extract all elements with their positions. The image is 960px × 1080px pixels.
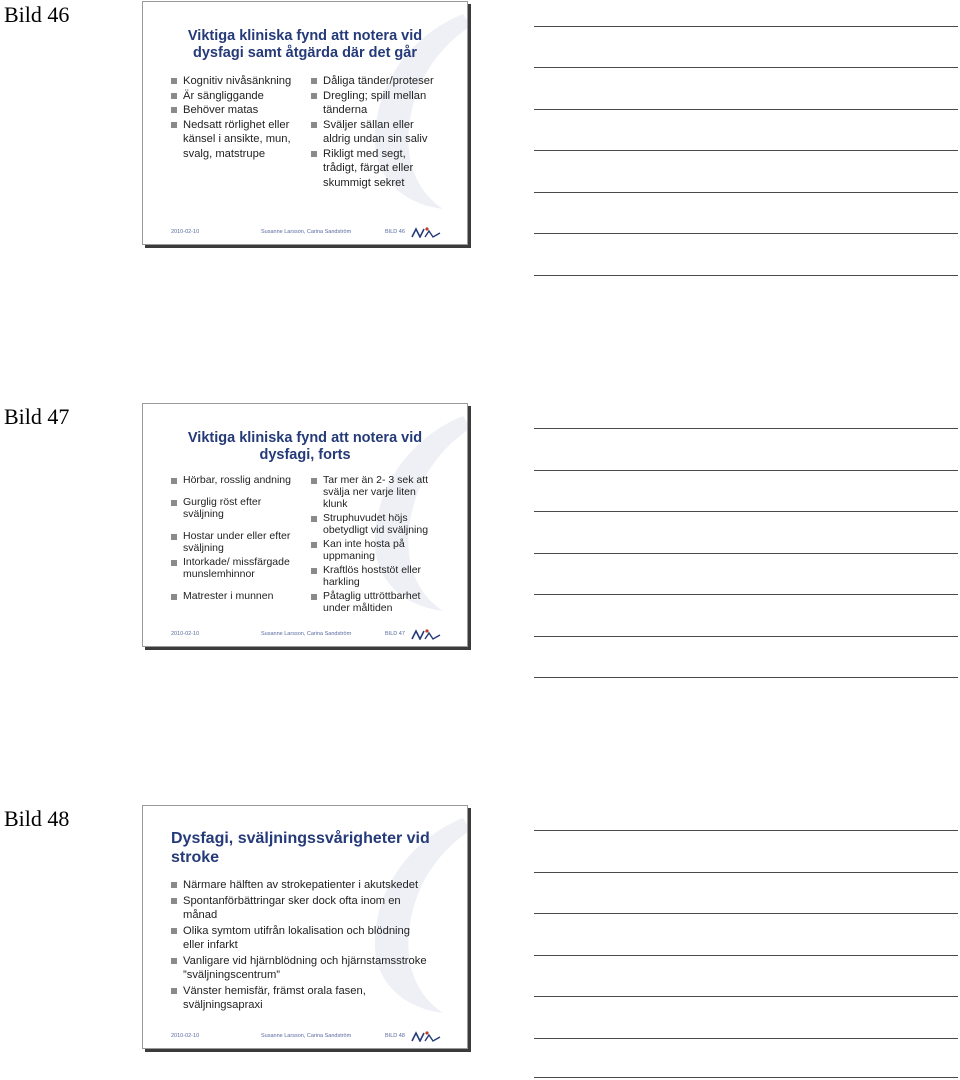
list-item: Dåliga tänder/proteser: [311, 74, 461, 89]
square-bullet-icon: [171, 93, 177, 99]
note-line: [534, 913, 958, 914]
note-line: [534, 67, 958, 68]
slide-46: [142, 1, 468, 245]
list-item: Spontanförbättringar sker dock ofta inom en månad: [171, 894, 461, 922]
list-item: Kan inte hosta på uppmaning: [311, 538, 461, 562]
slide-label-47: Bild 47: [4, 404, 70, 429]
content-list: [171, 878, 461, 1012]
note-line: [534, 109, 958, 110]
list-item: Matrester i munnen: [171, 590, 311, 602]
square-bullet-icon: [311, 542, 317, 548]
logo-icon: [411, 226, 441, 238]
note-line: [534, 955, 958, 956]
right-column: [311, 74, 461, 190]
note-line: [534, 275, 958, 276]
list-item: Sväljer sällan eller aldrig undan sin saliv: [311, 118, 461, 147]
list-item: Påtaglig uttröttbarhet under måltiden: [311, 590, 461, 614]
footer-date: 2010-02-10: [171, 631, 200, 637]
list-item: Struphuvudet höjs obetydligt vid sväljning: [311, 512, 461, 536]
square-bullet-icon: [311, 151, 317, 157]
list-item: Är sängliggande: [171, 89, 306, 104]
footer-slide-number: BILD 48: [385, 1033, 405, 1039]
square-bullet-icon: [171, 107, 177, 113]
square-bullet-icon: [311, 516, 317, 522]
list-item: Vanligare vid hjärnblödning och hjärnstamsstroke ”sväljningscentrum”: [171, 954, 461, 982]
left-column: [171, 74, 306, 161]
footer-date: 2010-02-10: [171, 1033, 200, 1039]
list-item: Behöver matas: [171, 103, 306, 118]
square-bullet-icon: [171, 500, 177, 506]
footer-slide-number: BILD 47: [385, 631, 405, 637]
note-line: [534, 872, 958, 873]
list-item: Gurglig röst efter sväljning: [171, 496, 311, 520]
note-line: [534, 996, 958, 997]
left-column: [171, 474, 311, 602]
note-line: [534, 594, 958, 595]
square-bullet-icon: [171, 560, 177, 566]
note-line: [534, 677, 958, 678]
square-bullet-icon: [171, 988, 177, 994]
slide-title: Viktiga kliniska fynd att notera vid dysfagi samt åtgärda där det går: [187, 28, 423, 61]
slide-footer: [171, 226, 443, 238]
slide-47: [142, 403, 468, 647]
square-bullet-icon: [171, 958, 177, 964]
square-bullet-icon: [311, 93, 317, 99]
square-bullet-icon: [171, 928, 177, 934]
note-line: [534, 1077, 958, 1078]
right-column: [311, 474, 461, 614]
square-bullet-icon: [171, 594, 177, 600]
slide-label-48: Bild 48: [4, 806, 70, 831]
list-item: Olika symtom utifrån lokalisation och blödning eller infarkt: [171, 924, 461, 952]
logo-icon: [411, 1030, 441, 1042]
note-line: [534, 636, 958, 637]
list-item: Hostar under eller efter sväljning: [171, 530, 311, 554]
square-bullet-icon: [171, 898, 177, 904]
list-item: Intorkade/ missfärgade munslemhinnor: [171, 556, 311, 580]
square-bullet-icon: [171, 882, 177, 888]
footer-slide-number: BILD 46: [385, 229, 405, 235]
note-line: [534, 830, 958, 831]
note-line: [534, 192, 958, 193]
footer-authors: Susanne Larsson, Carina Sandström: [261, 1033, 352, 1039]
note-line: [534, 511, 958, 512]
slide-title: Dysfagi, sväljningssvårigheter vid stroke: [171, 830, 430, 866]
square-bullet-icon: [311, 568, 317, 574]
square-bullet-icon: [311, 594, 317, 600]
list-item: Vänster hemisfär, främst orala fasen, sväljningsapraxi: [171, 984, 461, 1012]
square-bullet-icon: [171, 534, 177, 540]
list-item: Kognitiv nivåsänkning: [171, 74, 306, 89]
list-item: Dregling; spill mellan tänderna: [311, 89, 461, 118]
note-line: [534, 233, 958, 234]
footer-authors: Susanne Larsson, Carina Sandström: [261, 229, 352, 235]
list-item: Hörbar, rosslig andning: [171, 474, 311, 486]
square-bullet-icon: [171, 478, 177, 484]
list-item: Tar mer än 2- 3 sek att svälja ner varje liten klunk: [311, 474, 461, 510]
square-bullet-icon: [171, 122, 177, 128]
square-bullet-icon: [311, 122, 317, 128]
list-item: Kraftlös hoststöt eller harkling: [311, 564, 461, 588]
list-item: Närmare hälften av strokepatienter i akutskedet: [171, 878, 461, 892]
note-line: [534, 428, 958, 429]
square-bullet-icon: [311, 478, 317, 484]
slide-label-46: Bild 46: [4, 2, 70, 27]
slide-footer: [171, 1030, 443, 1042]
square-bullet-icon: [311, 78, 317, 84]
note-line: [534, 1038, 958, 1039]
note-line: [534, 26, 958, 27]
square-bullet-icon: [171, 78, 177, 84]
slide-48: [142, 805, 468, 1049]
footer-authors: Susanne Larsson, Carina Sandström: [261, 631, 352, 637]
slide-title: Viktiga kliniska fynd att notera vid dysfagi, forts: [187, 430, 423, 463]
note-line: [534, 553, 958, 554]
list-item: Rikligt med segt, trådigt, färgat eller skummigt sekret: [311, 147, 461, 191]
list-item: Nedsatt rörlighet eller känsel i ansikte, mun, svalg, matstrupe: [171, 118, 306, 162]
note-line: [534, 470, 958, 471]
note-line: [534, 150, 958, 151]
logo-icon: [411, 628, 441, 640]
footer-date: 2010-02-10: [171, 229, 200, 235]
slide-footer: [171, 628, 443, 640]
